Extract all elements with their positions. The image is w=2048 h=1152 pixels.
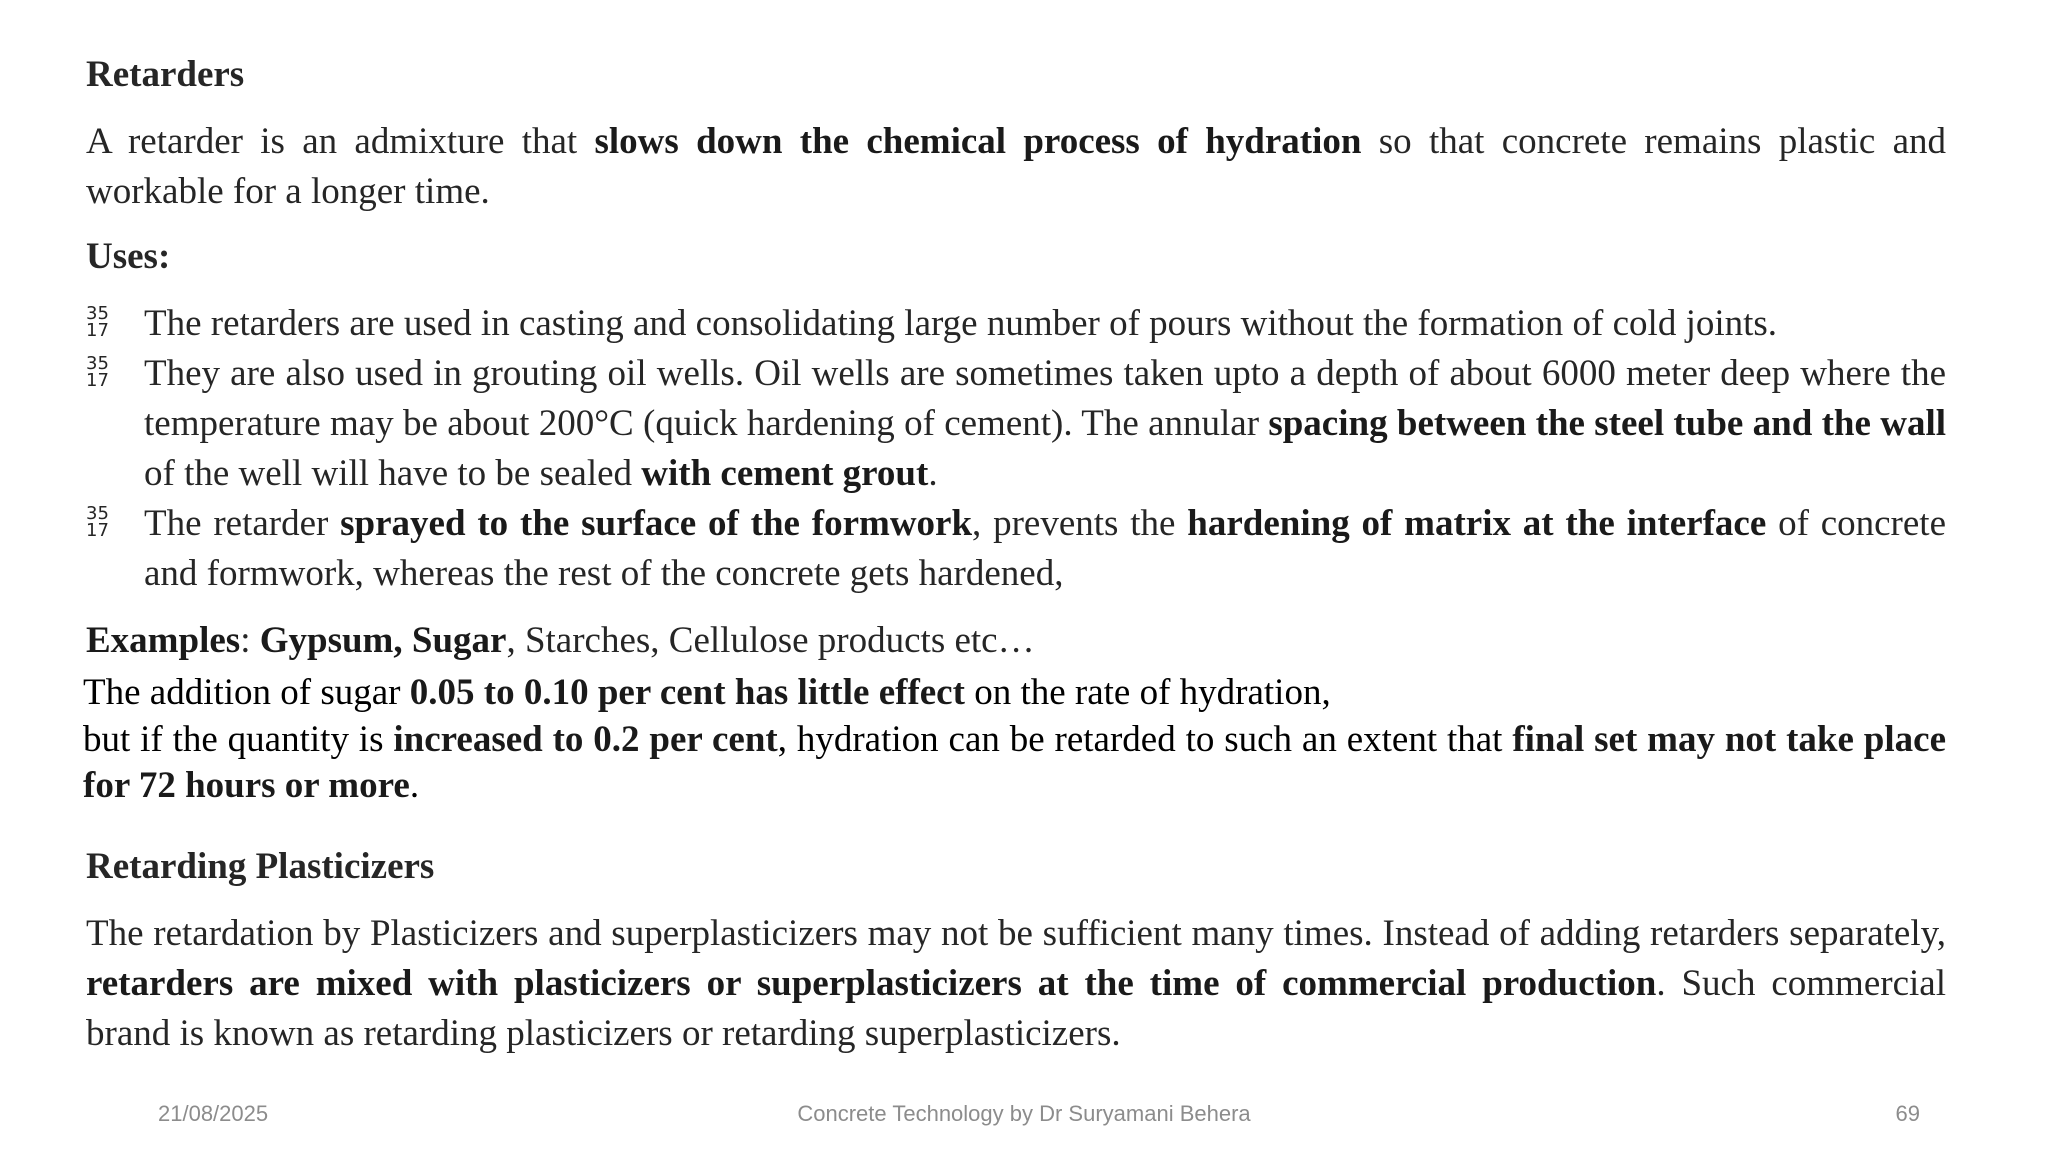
use-emphasis: hardening of matrix at the interface xyxy=(1187,503,1767,544)
sugar-text: on the rate of hydration, xyxy=(964,672,1331,713)
bullet-marker-top: 35 xyxy=(86,503,109,524)
uses-label: Uses: xyxy=(86,236,171,277)
sugar-emphasis: increased to 0.2 per cent xyxy=(393,719,778,760)
sugar-text: The addition of sugar xyxy=(83,672,410,713)
plasticizers-emphasis: retarders are mixed with plasticizers or superplasticizers at the time of commercial production xyxy=(86,963,1657,1004)
intro-emphasis: slows down the chemical process of hydration xyxy=(594,121,1362,162)
sugar-text: , hydration can be retarded to such an extent that xyxy=(777,719,1513,760)
footer-page-number: 69 xyxy=(1895,1101,1920,1126)
footer-title: Concrete Technology by Dr Suryamani Behera xyxy=(797,1101,1251,1126)
uses-list-item xyxy=(86,499,1946,599)
use-emphasis: sprayed to the surface of the formwork xyxy=(340,503,973,544)
retarding-plasticizers-heading: Retarding Plasticizers xyxy=(86,846,435,887)
sugar-emphasis: final set may not take place for 72 hours or more xyxy=(83,719,1946,806)
use-text: The retarder xyxy=(144,503,341,544)
bullet-marker-bottom: 17 xyxy=(86,320,109,341)
use-text: of the well will have to be sealed xyxy=(144,453,642,494)
retarders-heading: Retarders xyxy=(86,54,245,95)
use-text: They are also used in grouting oil wells. Oil wells are sometimes taken upto a depth of about 6000 meter deep where the temperature may be about 200°C (quick hardening of cement). The annular xyxy=(144,353,1946,444)
intro-text: A retarder is an admixture that xyxy=(86,121,595,162)
plasticizers-text-end: . Such commercial brand is known as retarding plasticizers or retarding superplasticizers. xyxy=(86,963,1946,1054)
retarding-plasticizers-paragraph xyxy=(86,909,1946,1059)
use-emphasis: spacing between the steel tube and the wall xyxy=(1268,403,1947,444)
bullet-marker-top: 35 xyxy=(86,353,109,374)
footer-date: 21/08/2025 xyxy=(158,1101,269,1126)
uses-list xyxy=(86,299,1946,599)
examples-emphasis: Gypsum, Sugar xyxy=(259,620,507,661)
bullet-marker-bottom: 17 xyxy=(86,370,109,391)
examples-label: Examples xyxy=(86,620,241,661)
use-emphasis: with cement grout xyxy=(641,453,929,494)
bullet-marker-icon xyxy=(86,355,116,389)
bullet-marker-bottom: 17 xyxy=(86,520,109,541)
plasticizers-text: The retardation by Plasticizers and superplasticizers may not be sufficient many times. Instead of adding retarders separately, xyxy=(86,913,1946,954)
use-text: , prevents the xyxy=(972,503,1188,544)
sugar-text: but if the quantity is xyxy=(83,719,394,760)
sugar-text: . xyxy=(409,765,420,806)
intro-text-end: so that concrete remains plastic and workable for a longer time. xyxy=(86,121,1946,212)
use-text: . xyxy=(928,453,938,494)
retarders-intro-paragraph xyxy=(86,117,1946,217)
examples-colon: : xyxy=(240,620,260,661)
sugar-line-2 xyxy=(83,717,1946,809)
uses-list-item xyxy=(86,349,1946,499)
bullet-marker-icon xyxy=(86,305,116,339)
sugar-line-1 xyxy=(83,670,1943,716)
uses-list-item xyxy=(86,299,1946,349)
examples-text: , Starches, Cellulose products etc… xyxy=(506,620,1035,661)
bullet-marker-top: 35 xyxy=(86,303,109,324)
sugar-emphasis: 0.05 to 0.10 per cent has little effect xyxy=(409,672,965,713)
use-text: The retarders are used in casting and consolidating large number of pours without the formation of cold joints. xyxy=(144,303,1778,344)
examples-line xyxy=(86,616,1946,666)
bullet-marker-icon xyxy=(86,505,116,539)
use-text: of concrete and formwork, whereas the rest of the concrete gets hardened, xyxy=(144,503,1946,594)
